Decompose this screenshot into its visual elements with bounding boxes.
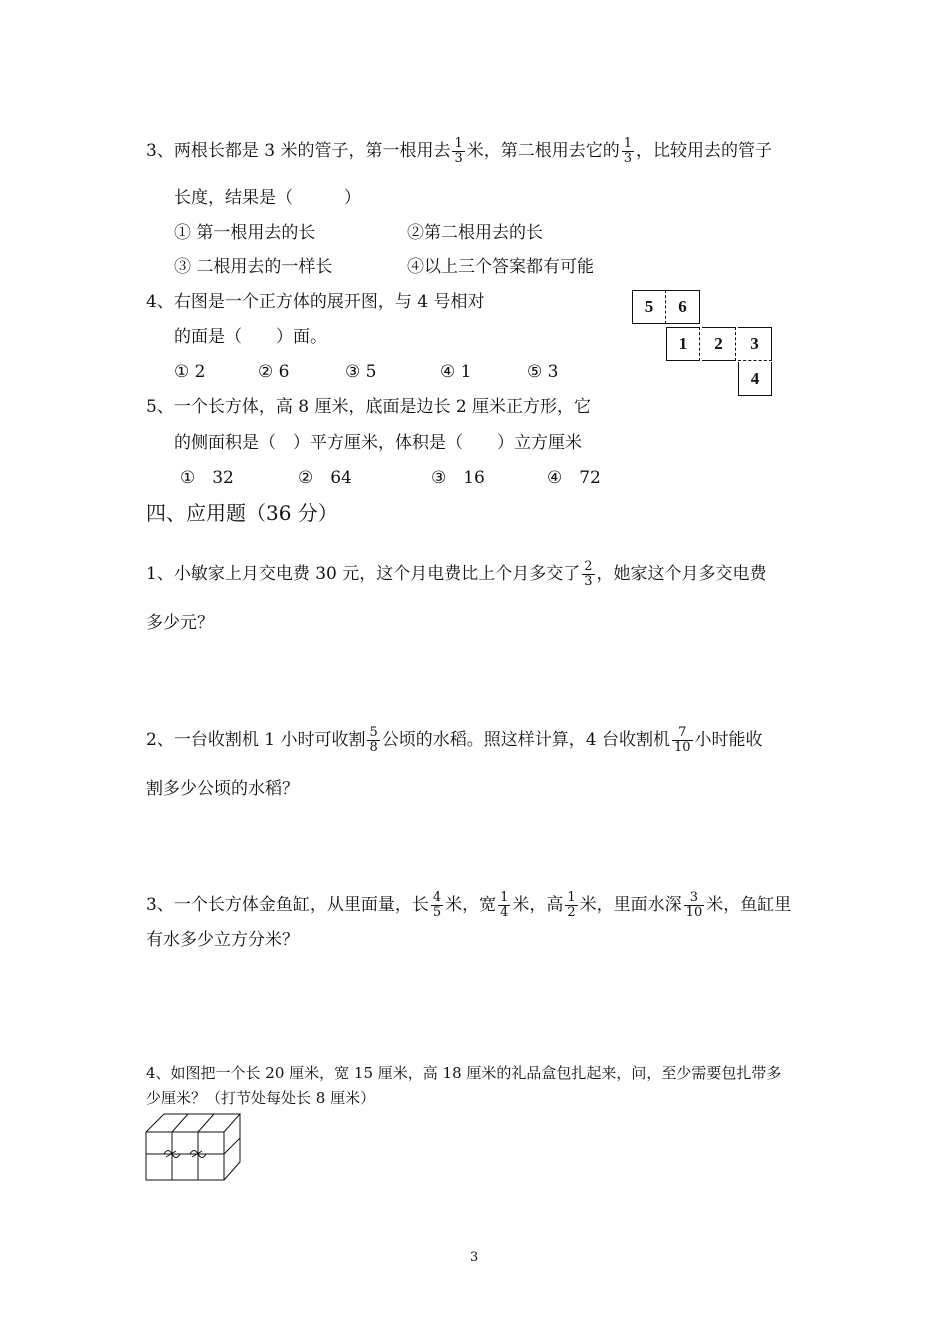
q4-line1: 4、右图是一个正方体的展开图，与 4 号相对 <box>146 292 485 312</box>
app-q2-line1: 2、一台收割机 1 小时可收割 $\frac{5}{8}$ 公顷的水稻。照这样计算，4 台收割机 $\frac{7}{10}$ 小时能收 <box>146 725 763 755</box>
q4-line2: 的面是（ ）面。 <box>174 327 327 347</box>
q5-option-1: ① 32 <box>180 468 234 488</box>
fraction: $\frac{5}{8}$ <box>369 725 378 755</box>
q3-option-3: ③ 二根用去的一样长 <box>174 257 333 277</box>
page-number: 3 <box>470 1250 479 1265</box>
q5-option-4: ④ 72 <box>547 468 601 488</box>
q4-option-5: ⑤ 3 <box>527 362 559 382</box>
gift-box-illustration <box>140 1110 246 1184</box>
net-face-6: 6 <box>666 290 700 324</box>
q3-line1: 3、两根长都是 3 米的管子，第一根用去 $\frac{1}{3}$ 米，第二根用去它的 $\frac{1}{3}$ ，比较用去的管子 <box>146 136 773 166</box>
fraction: $\frac{1}{2}$ <box>567 890 576 920</box>
q5-line2: 的侧面积是（ ）平方厘米，体积是（ ）立方厘米 <box>174 433 582 453</box>
app-q4-line1: 4、如图把一个长 20 厘米，宽 15 厘米，高 18 厘米的礼品盒包扎起来，问，至少需要包扎带多 <box>146 1064 782 1082</box>
q3-option-2: ②第二根用去的长 <box>407 223 543 243</box>
app-q4-line2: 少厘米？（打节处每处长 8 厘米） <box>146 1089 376 1107</box>
fraction: $\frac{4}{5}$ <box>432 890 442 920</box>
fraction: $\frac{1}{3}$ <box>454 136 463 166</box>
q3-option-4: ④以上三个答案都有可能 <box>407 257 594 277</box>
app-q1-line2: 多少元？ <box>146 613 214 633</box>
section-title: 四、应用题（36 分） <box>146 501 338 525</box>
fraction: $\frac{7}{10}$ <box>673 725 691 755</box>
q5-option-3: ③ 16 <box>431 468 485 488</box>
q4-option-4: ④ 1 <box>440 362 472 382</box>
fraction: $\frac{3}{10}$ <box>685 890 703 920</box>
fraction: $\frac{2}{3}$ <box>584 559 593 589</box>
app-q2-line2: 割多少公顷的水稻？ <box>146 779 299 799</box>
app-q3-line2: 有水多少立方分米？ <box>146 930 299 950</box>
app-q3-line1: 3、一个长方体金鱼缸，从里面量，长 $\frac{4}{5}$ 米，宽 $\frac{1}{4}$ 米，高 $\frac{1}{2}$ 米，里面水深 $\frac{3}{10}$ 米，鱼缸里 <box>146 890 792 920</box>
q3-line2: 长度，结果是（ ） <box>174 188 361 208</box>
net-face-2: 2 <box>702 327 736 361</box>
q4-option-3: ③ 5 <box>345 362 377 382</box>
net-face-1: 1 <box>666 327 700 361</box>
net-face-3: 3 <box>738 327 772 361</box>
fraction: $\frac{1}{4}$ <box>500 890 509 920</box>
q5-line1: 5、一个长方体，高 8 厘米，底面是边长 2 厘米正方形，它 <box>146 397 592 417</box>
app-q1-line1: 1、小敏家上月交电费 30 元，这个月电费比上个月多交了 $\frac{2}{3}$ ，她家这个月多交电费 <box>146 559 767 589</box>
q5-option-2: ② 64 <box>298 468 352 488</box>
net-face-4: 4 <box>738 362 772 396</box>
net-face-5: 5 <box>632 290 666 324</box>
fraction: $\frac{1}{3}$ <box>623 136 633 166</box>
q3-option-1: ① 第一根用去的长 <box>174 223 316 243</box>
q4-option-2: ② 6 <box>258 362 290 382</box>
q4-option-1: ① 2 <box>174 362 206 382</box>
